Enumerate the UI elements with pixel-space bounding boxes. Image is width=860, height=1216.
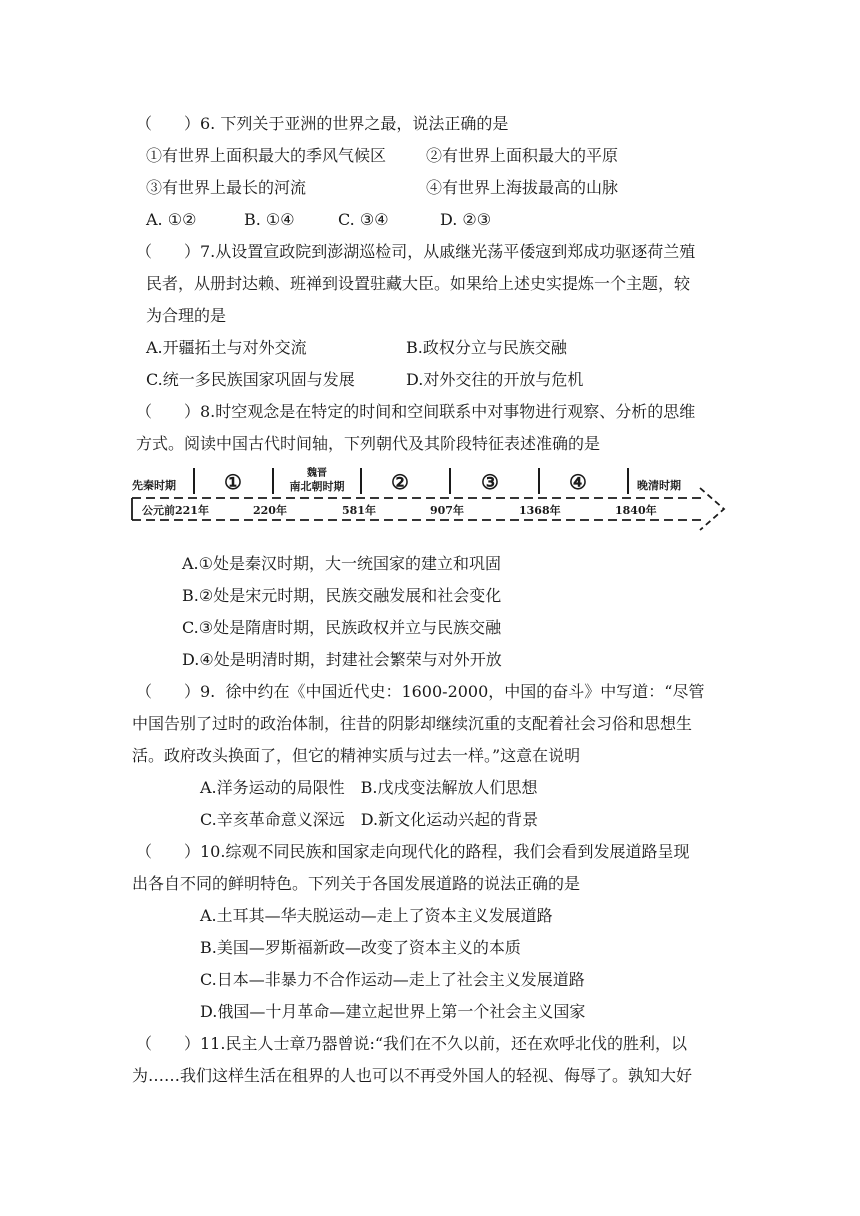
period-label: 晚清时期 — [637, 479, 681, 492]
q10-choice-a: A.土耳其—华夫脱运动—走上了资本主义发展道路 — [200, 906, 553, 925]
q7-choice-c: C.统一多民族国家巩固与发展 — [146, 370, 355, 389]
period-label: 魏晋 — [307, 468, 327, 479]
timeline-arrow-head — [700, 488, 724, 530]
q11-line-1: （ ）11.民主人士章乃器曾说:“我们在不久以前，还在欢呼北伐的胜利，以 — [136, 1034, 688, 1053]
q7-choice-a: A.开疆拓土与对外交流 — [146, 338, 307, 357]
q6-option-1: ①有世界上面积最大的季风气候区 — [146, 146, 387, 165]
q10-line-2: 出各自不同的鲜明特色。下列关于各国发展道路的说法正确的是 — [132, 874, 581, 893]
q9-choices-cd: C.辛亥革命意义深远 D.新文化运动兴起的背景 — [200, 810, 539, 829]
q6-choice-c: C. ③④ — [338, 210, 389, 229]
q8-choice-a: A.①处是秦汉时期，大一统国家的建立和巩固 — [182, 554, 501, 573]
q6-option-2: ②有世界上面积最大的平原 — [426, 146, 619, 165]
q7-choice-b: B.政权分立与民族交融 — [406, 338, 567, 357]
period-label: 南北朝时期 — [289, 480, 345, 493]
q6-option-3: ③有世界上最长的河流 — [146, 178, 307, 197]
q9-line-3: 活。政府改头换面了，但它的精神实质与过去一样。”这意在说明 — [132, 746, 581, 765]
q8-choice-c: C.③处是隋唐时期，民族政权并立与民族交融 — [182, 618, 502, 637]
q7-line-2: 民者，从册封达赖、班禅到设置驻藏大臣。如果给上述史实提炼一个主题，较 — [146, 274, 691, 293]
q6-option-4: ④有世界上海拔最高的山脉 — [426, 178, 619, 197]
q6-stem: （ ）6. 下列关于亚洲的世界之最，说法正确的是 — [136, 114, 509, 133]
timeline-svg — [130, 464, 730, 536]
period-marker-4: ④ — [569, 470, 587, 494]
year-label: 581年 — [342, 504, 376, 517]
q6-choice-d: D. ②③ — [440, 210, 492, 229]
q8-choice-b: B.②处是宋元时期，民族交融发展和社会变化 — [182, 586, 502, 605]
q7-line-1: （ ）7.从设置宣政院到澎湖巡检司，从戚继光荡平倭寇到郑成功驱逐荷兰殖 — [136, 242, 696, 261]
q8-choice-d: D.④处是明清时期，封建社会繁荣与对外开放 — [182, 650, 502, 669]
q9-line-1: （ ）9. 徐中约在《中国近代史：1600-2000，中国的奋斗》中写道：“尽管 — [136, 682, 705, 701]
year-label: 220年 — [253, 504, 287, 517]
period-marker-1: ① — [224, 470, 242, 494]
q6-choice-a: A. ①② — [146, 210, 197, 229]
period-marker-2: ② — [391, 470, 409, 494]
year-label: 1368年 — [519, 504, 561, 517]
q7-line-3: 为合理的是 — [146, 306, 227, 325]
q8-line-2: 方式。阅读中国古代时间轴，下列朝代及其阶段特征表述准确的是 — [136, 434, 601, 453]
period-marker-3: ③ — [481, 470, 499, 494]
year-label: 公元前221年 — [142, 504, 209, 517]
period-label: 先秦时期 — [132, 479, 176, 492]
q7-choice-d: D.对外交往的开放与危机 — [406, 370, 584, 389]
timeline-figure — [130, 464, 730, 536]
q9-choices-ab: A.洋务运动的局限性 B.戊戌变法解放人们思想 — [200, 778, 538, 797]
q10-line-1: （ ）10.综观不同民族和国家走向现代化的路程，我们会看到发展道路呈现 — [136, 842, 690, 861]
q11-line-2: 为……我们这样生活在租界的人也可以不再受外国人的轻视、侮辱了。孰知大好 — [132, 1066, 693, 1085]
year-label: 1840年 — [615, 504, 657, 517]
q10-choice-b: B.美国—罗斯福新政—改变了资本主义的本质 — [200, 938, 521, 957]
q10-choice-c: C.日本—非暴力不合作运动—走上了社会主义发展道路 — [200, 970, 585, 989]
year-label: 907年 — [430, 504, 464, 517]
q9-line-2: 中国告别了过时的政治体制，往昔的阴影却继续沉重的支配着社会习俗和思想生 — [132, 714, 693, 733]
q8-line-1: （ ）8.时空观念是在特定的时间和空间联系中对事物进行观察、分析的思维 — [136, 402, 696, 421]
q6-choice-b: B. ①④ — [244, 210, 295, 229]
q10-choice-d: D.俄国—十月革命—建立起世界上第一个社会主义国家 — [200, 1002, 586, 1021]
